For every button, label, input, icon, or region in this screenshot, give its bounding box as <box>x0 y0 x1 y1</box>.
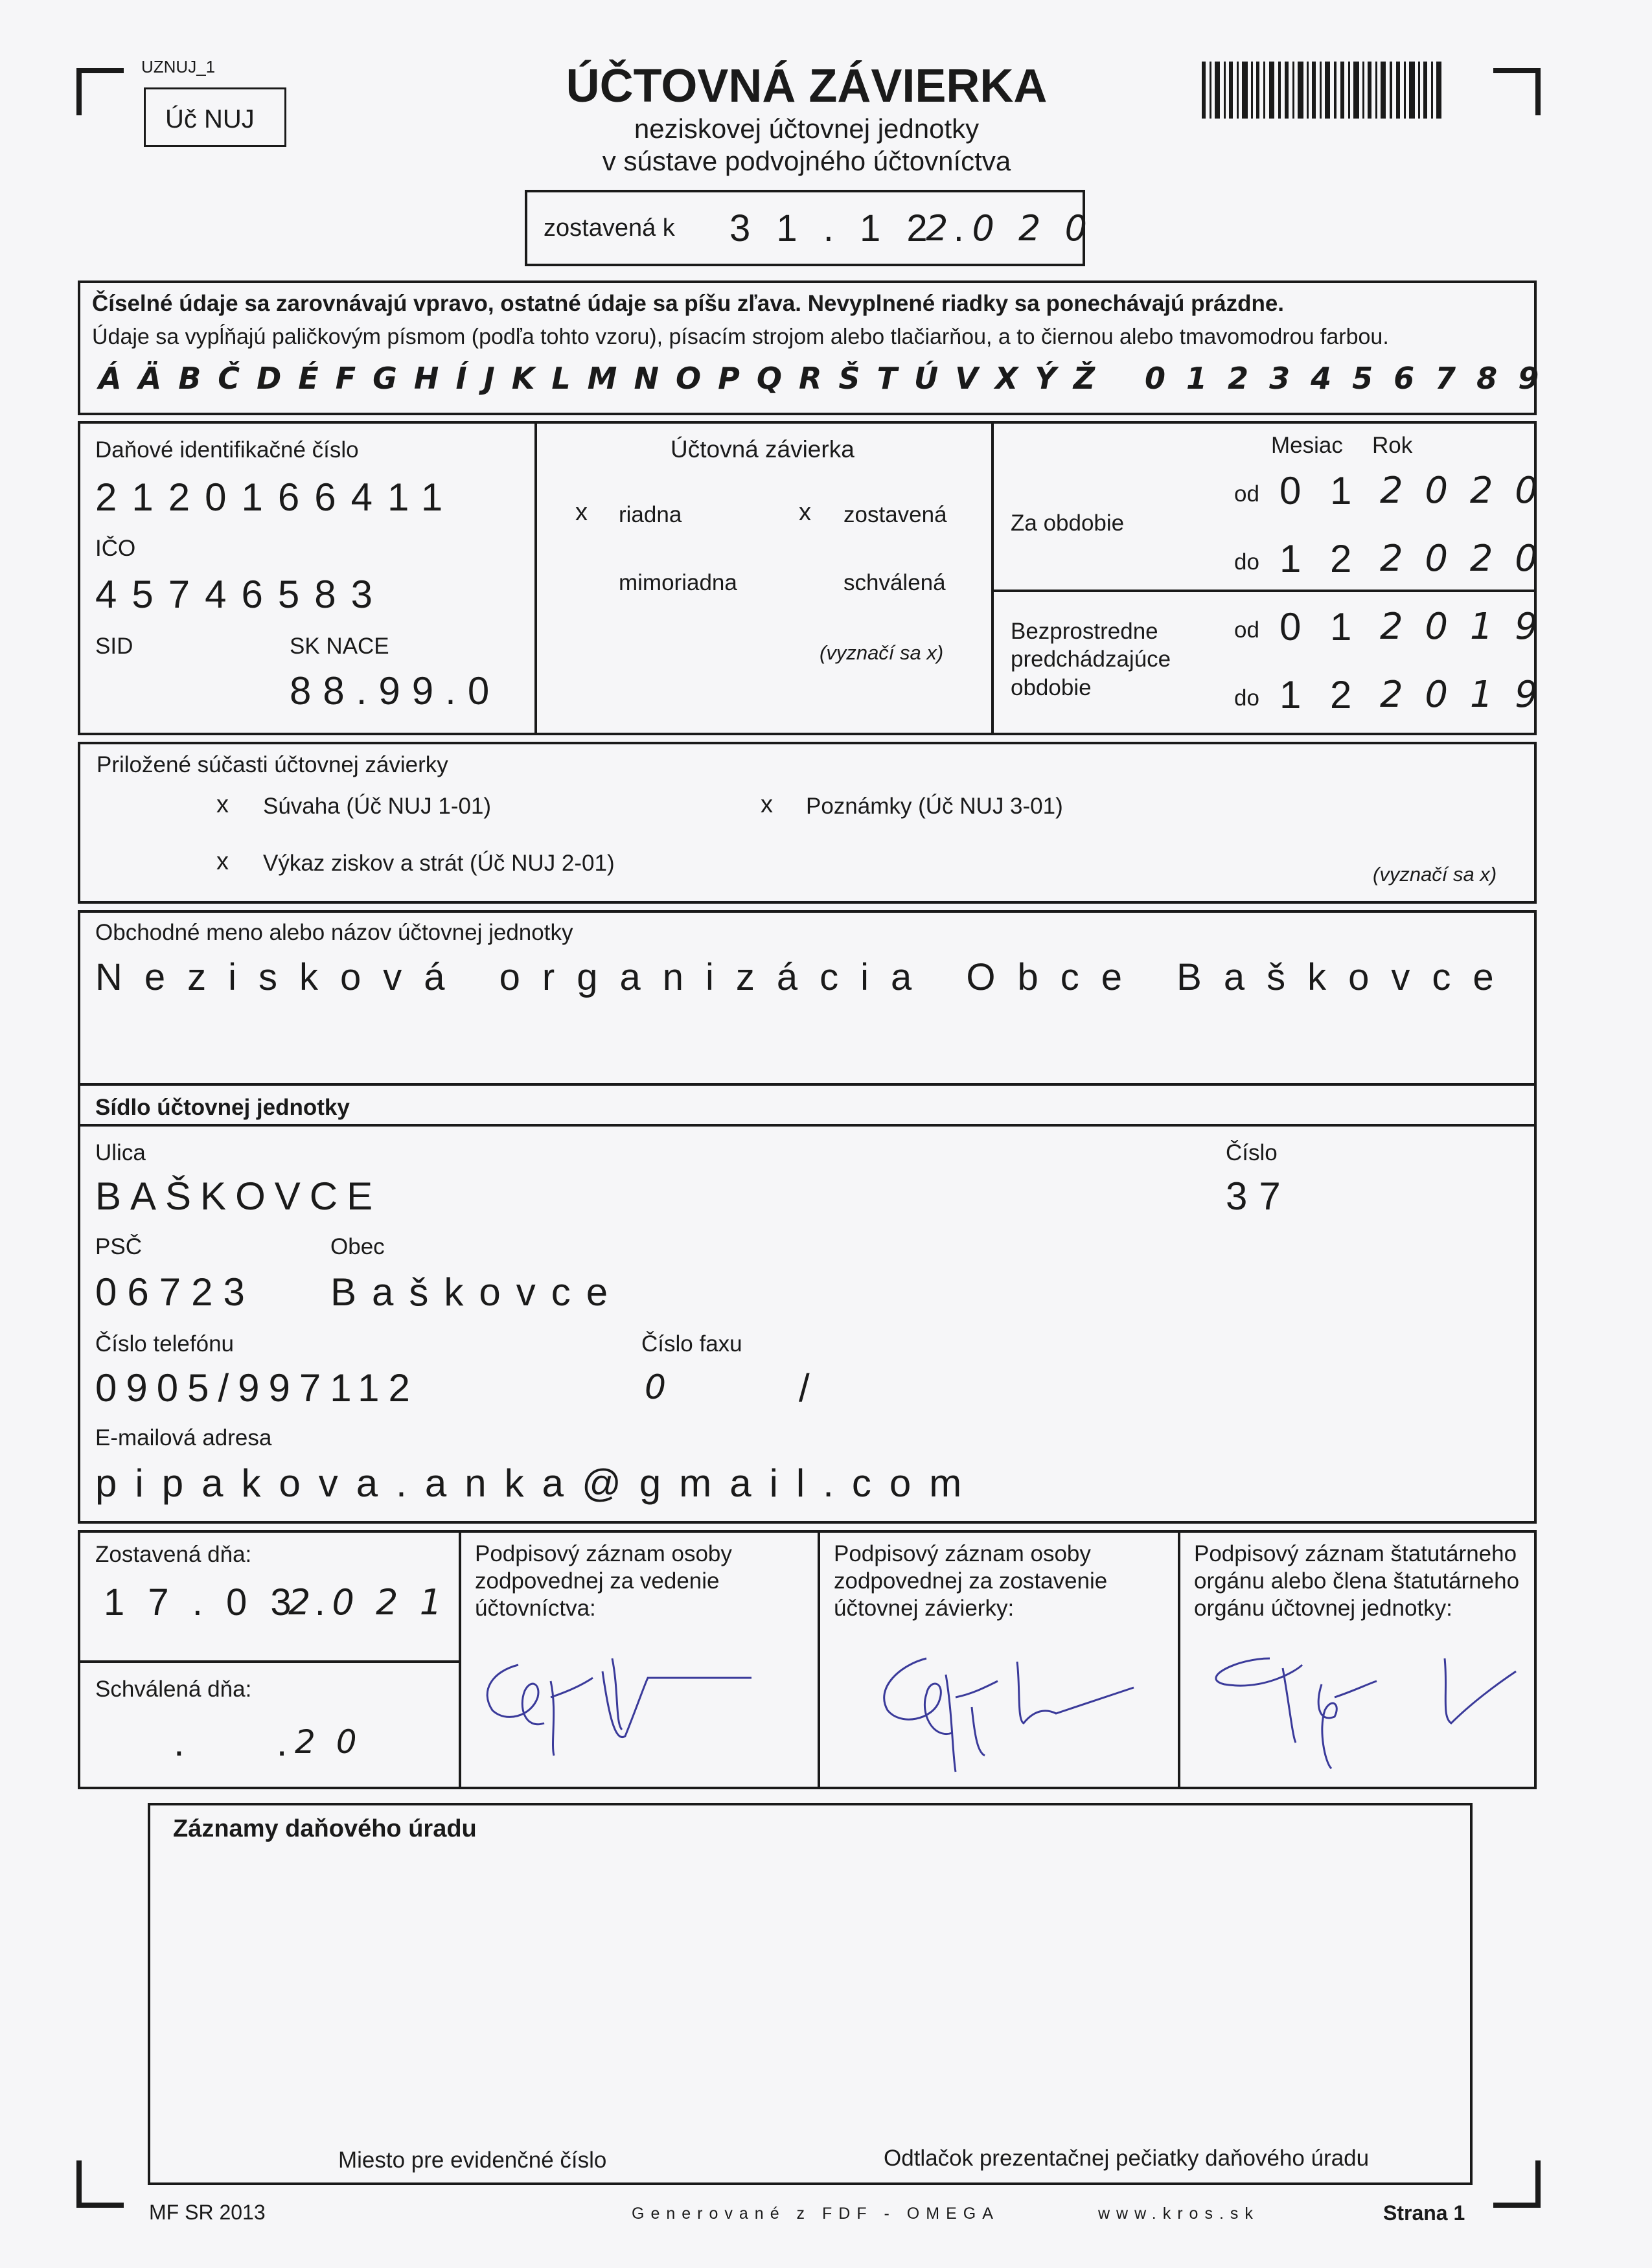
divider <box>991 590 1537 592</box>
tax-office-heading: Záznamy daňového úradu <box>173 1815 477 1842</box>
footer-left: MF SR 2013 <box>149 2201 266 2224</box>
poznamky-checkbox[interactable]: x <box>761 791 773 818</box>
signature-1-label: Podpisový záznam osoby zodpovednej za vedenie účtovníctva: <box>475 1541 732 1621</box>
dic-value: 2120166411 <box>95 475 458 519</box>
as-of-date-box <box>525 190 1094 266</box>
city-value: Baškovce <box>330 1270 624 1314</box>
footer-url: www.kros.sk <box>1098 2205 1259 2223</box>
previous-from-year: 2 0 1 9 <box>1380 606 1543 648</box>
nace-value: 88.99.0 <box>290 669 501 713</box>
previous-period-label-3: obdobie <box>1011 675 1092 700</box>
phone-value: 0905/997112 <box>95 1366 419 1410</box>
signature-compiler <box>823 1649 1173 1778</box>
previous-from-label: od <box>1234 617 1259 643</box>
page-subtitle-1: neziskovej účtovnej jednotky <box>634 113 980 144</box>
riadna-label: riadna <box>619 502 682 527</box>
zostavena-label: zostavená <box>843 502 947 527</box>
number-label: Číslo <box>1226 1140 1278 1165</box>
footer-page: Strana 1 <box>1383 2201 1465 2225</box>
compiled-day-month: 1 7 . 0 3 . <box>104 1581 332 1623</box>
street-value: BAŠKOVCE <box>95 1174 382 1218</box>
statement-type-note: (vyznačí sa x) <box>820 641 944 664</box>
fax-value: 0 <box>645 1368 681 1407</box>
evidence-number-label: Miesto pre evidenčné číslo <box>338 2148 607 2173</box>
divider <box>818 1530 820 1789</box>
schvalena-label: schválená <box>843 570 946 595</box>
compiled-date-label: Zostavená dňa: <box>95 1542 252 1567</box>
corner-mark-bottom-left <box>76 2160 124 2208</box>
page-title: ÚČTOVNÁ ZÁVIERKA <box>566 60 1048 112</box>
psc-value: 06723 <box>95 1270 255 1314</box>
signature-statutory <box>1186 1645 1535 1775</box>
vykaz-label: Výkaz ziskov a strát (Úč NUJ 2-01) <box>263 851 615 876</box>
current-to-year: 2 0 2 0 <box>1380 538 1543 580</box>
page-subtitle-2: v sústave podvojného účtovníctva <box>602 146 1011 176</box>
month-header: Mesiac <box>1271 433 1343 458</box>
dic-label: Daňové identifikačné číslo <box>95 437 359 463</box>
number-value: 37 <box>1226 1174 1292 1218</box>
instructions-box <box>78 281 1544 415</box>
mimoriadna-label: mimoriadna <box>619 570 737 595</box>
sid-label: SID <box>95 634 133 659</box>
current-from-label: od <box>1234 481 1259 507</box>
divider <box>534 421 537 735</box>
previous-to-month: 1 2 <box>1279 673 1361 716</box>
statement-type-heading: Účtovná závierka <box>671 436 855 463</box>
previous-period-label-2: predchádzajúce <box>1011 647 1171 672</box>
nace-label: SK NACE <box>290 634 389 659</box>
email-label: E-mailová adresa <box>95 1425 272 1450</box>
previous-period-label-1: Bezprostredne <box>1011 619 1158 644</box>
attachments-heading: Priložené súčasti účtovnej závierky <box>97 752 448 777</box>
divider <box>78 1083 1537 1086</box>
fax-slash: / <box>799 1366 824 1410</box>
divider <box>78 1124 1537 1127</box>
poznamky-label: Poznámky (Úč NUJ 3-01) <box>806 794 1063 819</box>
signature-3-label: Podpisový záznam štatutárneho orgánu alebo člena štatutárneho orgánu účtovnej jednotky: <box>1194 1541 1520 1621</box>
stamp-label: Odtlačok prezentačnej pečiatky daňového úradu <box>884 2146 1370 2171</box>
suvaha-checkbox[interactable]: x <box>216 791 229 818</box>
email-value: pipakova.anka@gmail.com <box>95 1461 980 1505</box>
suvaha-label: Súvaha (Úč NUJ 1-01) <box>263 794 492 819</box>
approved-dots: . . <box>174 1721 292 1764</box>
corner-mark-bottom-right <box>1493 2160 1541 2208</box>
compiled-year: 2 0 2 1 <box>288 1582 447 1623</box>
as-of-year: 2 0 2 0 <box>926 208 1094 249</box>
zostavena-checkbox[interactable]: x <box>799 499 811 526</box>
signature-2-label: Podpisový záznam osoby zodpovednej za zostavenie účtovnej závierky: <box>834 1541 1108 1621</box>
current-to-label: do <box>1234 549 1259 575</box>
previous-to-year: 2 0 1 9 <box>1380 674 1543 716</box>
sample-letters: Á Ä B Č D É F G H Í J K L M N O P Q R Š T Ú V X Ý Ž <box>98 361 1099 396</box>
psc-label: PSČ <box>95 1234 142 1259</box>
vykaz-checkbox[interactable]: x <box>216 848 229 875</box>
city-label: Obec <box>330 1234 385 1259</box>
ico-label: IČO <box>95 536 136 561</box>
barcode <box>1202 62 1443 119</box>
current-period-label: Za obdobie <box>1011 510 1125 536</box>
street-label: Ulica <box>95 1140 146 1165</box>
form-code: UZNUJ_1 <box>141 57 216 76</box>
divider <box>1178 1530 1180 1789</box>
previous-to-label: do <box>1234 685 1259 711</box>
entity-name-value: Nezisková organizácia Obce Baškovce <box>95 956 1516 998</box>
seat-heading: Sídlo účtovnej jednotky <box>95 1095 350 1120</box>
form-badge-label: Úč NUJ <box>165 105 255 133</box>
attachments-note: (vyznačí sa x) <box>1373 863 1497 886</box>
year-header: Rok <box>1372 433 1413 458</box>
fax-label: Číslo faxu <box>641 1331 742 1357</box>
current-from-year: 2 0 2 0 <box>1380 470 1543 512</box>
riadna-checkbox[interactable]: x <box>575 499 588 526</box>
attachments-section <box>78 742 1537 904</box>
divider <box>991 421 994 735</box>
approved-year: 2 0 <box>295 1723 362 1761</box>
entity-name-label: Obchodné meno alebo názov účtovnej jednotky <box>95 920 573 945</box>
ico-value: 45746583 <box>95 573 387 616</box>
previous-from-month: 0 1 <box>1279 605 1361 648</box>
instructions-line-1: Číselné údaje sa zarovnávajú vpravo, ostatné údaje sa píšu zľava. Nevyplnené riadky sa ponechávajú prázdne. <box>92 291 1285 316</box>
tax-office-section <box>148 1803 1473 2185</box>
footer-center: Generované z FDF - OMEGA <box>632 2205 1000 2223</box>
signature-accountant <box>453 1652 777 1762</box>
current-to-month: 1 2 <box>1279 537 1361 580</box>
divider <box>78 1660 460 1663</box>
instructions-line-2: Údaje sa vypĺňajú paličkovým písmom (podľa tohto vzoru), písacím strojom alebo tlačiarňou, a to čiernou alebo tmavomodrou farbou. <box>92 325 1389 349</box>
phone-label: Číslo telefónu <box>95 1331 235 1357</box>
sample-digits: 0 1 2 3 4 5 6 7 8 9 <box>1145 361 1544 396</box>
as-of-day-month: 3 1 . 1 2 . <box>729 207 972 249</box>
current-from-month: 0 1 <box>1279 469 1361 512</box>
as-of-label: zostavená k <box>544 214 675 242</box>
approved-date-label: Schválená dňa: <box>95 1677 252 1702</box>
